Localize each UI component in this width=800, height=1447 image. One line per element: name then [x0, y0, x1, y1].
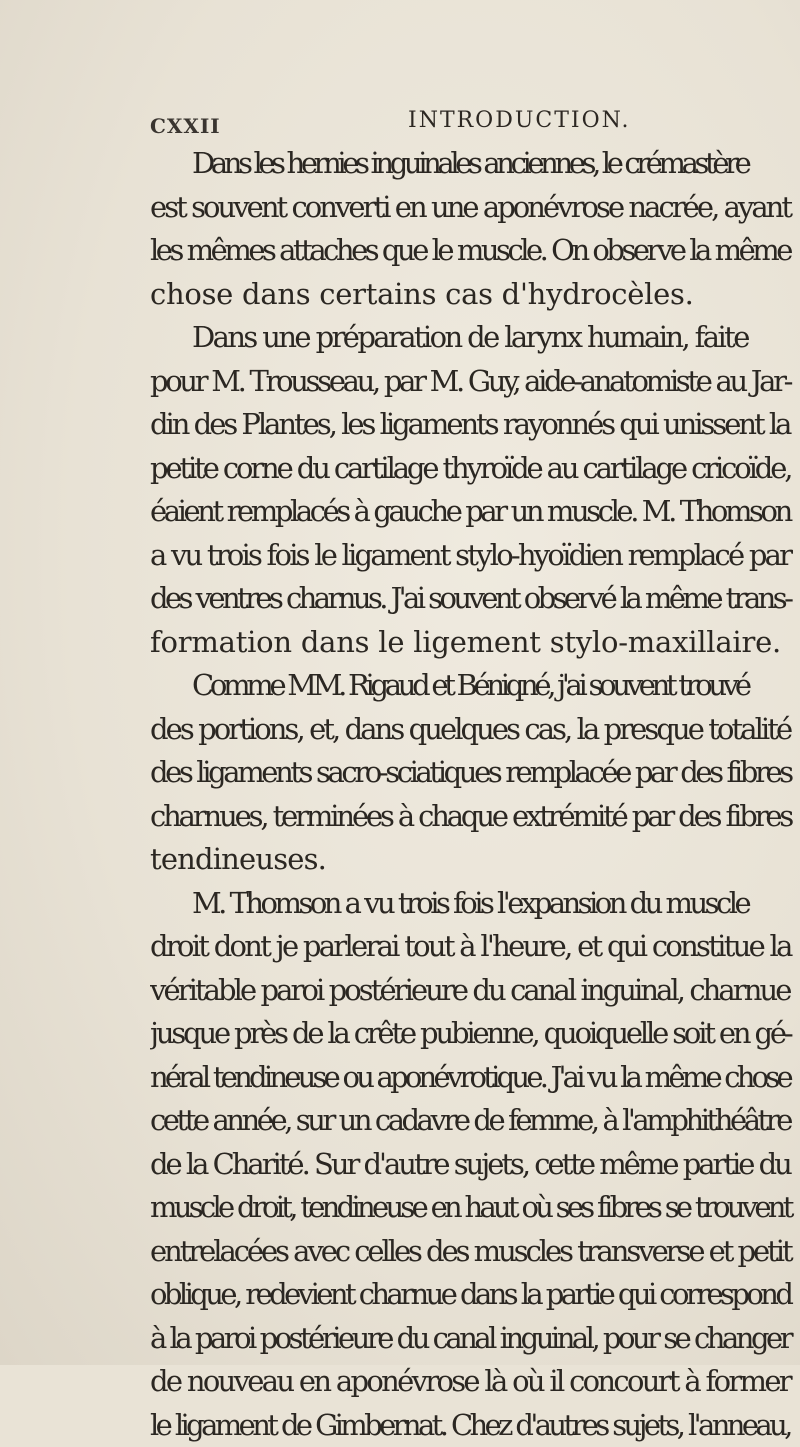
- text-line: les mêmes attaches que le muscle. On observe la même: [150, 229, 800, 273]
- text-line: néral tendineuse ou aponévrotique. J'ai vu la même chose: [150, 1056, 800, 1100]
- text-line: Dans les hernies inguinales anciennes, le crémastère: [150, 142, 800, 186]
- text-line: charnues, terminées à chaque extrémité par des fibres: [150, 795, 800, 839]
- text-line: muscle droit, tendineuse en haut où ses fibres se trouvent: [150, 1186, 800, 1230]
- text-line: de nouveau en aponévrose là où il concourt à former: [150, 1360, 800, 1404]
- text-line: Dans une préparation de larynx humain, faite: [150, 316, 800, 360]
- text-line: des portions, et, dans quelques cas, la presque totalité: [150, 708, 800, 752]
- text-line: Comme MM. Rigaud et Béniqné, j'ai souvent trouvé: [150, 664, 800, 708]
- page-header: [150, 104, 770, 144]
- paragraph: [150, 142, 800, 316]
- running-title: INTRODUCTION.: [408, 108, 630, 133]
- text-line: à la paroi postérieure du canal inguinal, pour se changer: [150, 1317, 800, 1361]
- text-line: éaient remplacés à gauche par un muscle. M. Thomson: [150, 490, 800, 534]
- paragraph: [150, 316, 800, 664]
- page-number: CXXII: [150, 114, 221, 138]
- text-line: des ventres charnus. J'ai souvent observé la même trans-: [150, 577, 800, 621]
- text-line: tendineuses.: [150, 838, 800, 882]
- text-line: de la Charité. Sur d'autre sujets, cette même partie du: [150, 1143, 800, 1187]
- text-line: véritable paroi postérieure du canal inguinal, charnue: [150, 969, 800, 1013]
- text-line: din des Plantes, les ligaments rayonnés qui unissent la: [150, 403, 800, 447]
- paragraph: [150, 882, 800, 1447]
- text-line: M. Thomson a vu trois fois l'expansion du muscle: [150, 882, 800, 926]
- text-line: des ligaments sacro-sciatiques remplacée par des fibres: [150, 751, 800, 795]
- text-line: chose dans certains cas d'hydrocèles.: [150, 273, 800, 317]
- paragraph: [150, 664, 800, 882]
- text-line: droit dont je parlerai tout à l'heure, et qui constitue la: [150, 925, 800, 969]
- text-line: jusque près de la crête pubienne, quoiquelle soit en gé-: [150, 1012, 800, 1056]
- text-line: le ligament de Gimbernat. Chez d'autres sujets, l'anneau,: [150, 1404, 800, 1447]
- text-line: formation dans le ligement stylo-maxillaire.: [150, 621, 800, 665]
- text-line: cette année, sur un cadavre de femme, à l'amphithéâtre: [150, 1099, 800, 1143]
- text-line: pour M. Trousseau, par M. Guy, aide-anatomiste au Jar-: [150, 360, 800, 404]
- body-text: [150, 142, 800, 1447]
- text-line: petite corne du cartilage thyroïde au cartilage cricoïde,: [150, 447, 800, 491]
- text-line: est souvent converti en une aponévrose nacrée, ayant: [150, 186, 800, 230]
- text-line: oblique, redevient charnue dans la partie qui correspond: [150, 1273, 800, 1317]
- text-line: a vu trois fois le ligament stylo-hyoïdien remplacé par: [150, 534, 800, 578]
- text-line: entrelacées avec celles des muscles transverse et petit: [150, 1230, 800, 1274]
